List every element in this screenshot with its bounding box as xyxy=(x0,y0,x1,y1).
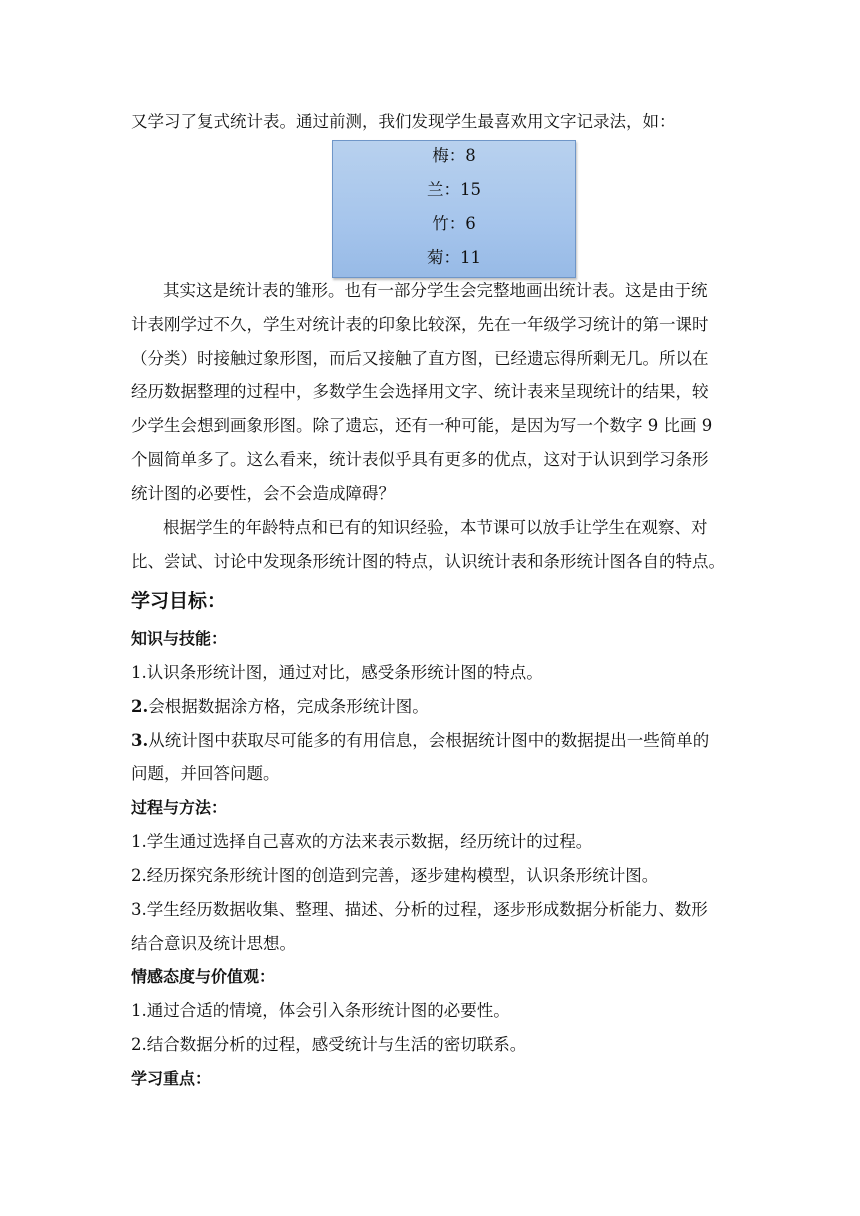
goals-heading: 学习目标： xyxy=(131,590,227,612)
key-points-heading: 学习重点： xyxy=(131,1069,212,1088)
knowledge-item-1 xyxy=(131,662,733,684)
emotion-item: 1.通过合适的情境，体会引入条形统计图的必要性。 xyxy=(131,1001,510,1020)
knowledge-item-3-cont: 问题，并回答问题。 xyxy=(131,764,280,783)
paragraph1-line: 统计图的必要性，会不会造成障碍？ xyxy=(131,484,395,503)
process-item: 2.经历探究条形统计图的创造到完善，逐步建构模型，认识条形统计图。 xyxy=(131,866,659,885)
process-heading: 过程与方法： xyxy=(131,798,228,817)
knowledge-item-text: 认识条形统计图，通过对比，感受条形统计图的特点。 xyxy=(146,663,543,682)
record-item-plum: 梅：8 xyxy=(432,146,476,165)
process-item-3-cont: 结合意识及统计思想。 xyxy=(131,934,296,953)
paragraph1-line: （分类）时接触过象形图，而后又接触了直方图，已经遗忘得所剩无几。所以在 xyxy=(131,349,709,368)
record-item-bamboo: 竹：6 xyxy=(432,214,476,233)
paragraph1-line: 个圆简单多了。这么看来，统计表似乎具有更多的优点，这对于认识到学习条形 xyxy=(131,450,709,469)
knowledge-item-text: 从统计图中获取尽可能多的有用信息，会根据统计图中的数据提出一些简单的 xyxy=(148,731,710,750)
text-record-box xyxy=(332,140,576,278)
process-item: 1.学生通过选择自己喜欢的方法来表示数据，经历统计的过程。 xyxy=(131,832,593,851)
record-item-orchid: 兰：15 xyxy=(427,180,481,199)
paragraph2-line: 根据学生的年龄特点和已有的知识经验，本节课可以放手让学生在观察、对 xyxy=(163,518,708,537)
knowledge-item-num: 3. xyxy=(131,731,149,750)
knowledge-item-2 xyxy=(131,696,733,718)
paragraph2-line: 比、尝试、讨论中发现条形统计图的特点，认识统计表和条形统计图各自的特点。 xyxy=(131,552,725,571)
process-item: 3.学生经历数据收集、整理、描述、分析的过程，逐步形成数据分析能力、数形 xyxy=(131,900,708,919)
knowledge-item-3 xyxy=(131,730,733,752)
emotion-heading: 情感态度与价值观： xyxy=(131,967,276,986)
knowledge-item-num: 1. xyxy=(131,663,147,682)
paragraph1-line: 经历数据整理的过程中，多数学生会选择用文字、统计表来呈现统计的结果，较 xyxy=(131,382,709,401)
knowledge-item-num: 2. xyxy=(131,697,149,716)
knowledge-item-text: 会根据数据涂方格，完成条形统计图。 xyxy=(148,697,429,716)
paragraph1-line: 其实这是统计表的雏形。也有一部分学生会完整地画出统计表。这是由于统 xyxy=(163,281,708,300)
intro-line: 又学习了复式统计表。通过前测，我们发现学生最喜欢用文字记录法，如： xyxy=(131,112,676,131)
record-item-chrysanthemum: 菊：11 xyxy=(427,248,481,267)
paragraph1-line: 计表刚学过不久，学生对统计表的印象比较深，先在一年级学习统计的第一课时 xyxy=(131,315,709,334)
emotion-item: 2.结合数据分析的过程，感受统计与生活的密切联系。 xyxy=(131,1035,527,1054)
paragraph1-line: 少学生会想到画象形图。除了遗忘，还有一种可能，是因为写一个数字 9 比画 9 xyxy=(131,416,713,435)
knowledge-heading: 知识与技能： xyxy=(131,629,228,648)
